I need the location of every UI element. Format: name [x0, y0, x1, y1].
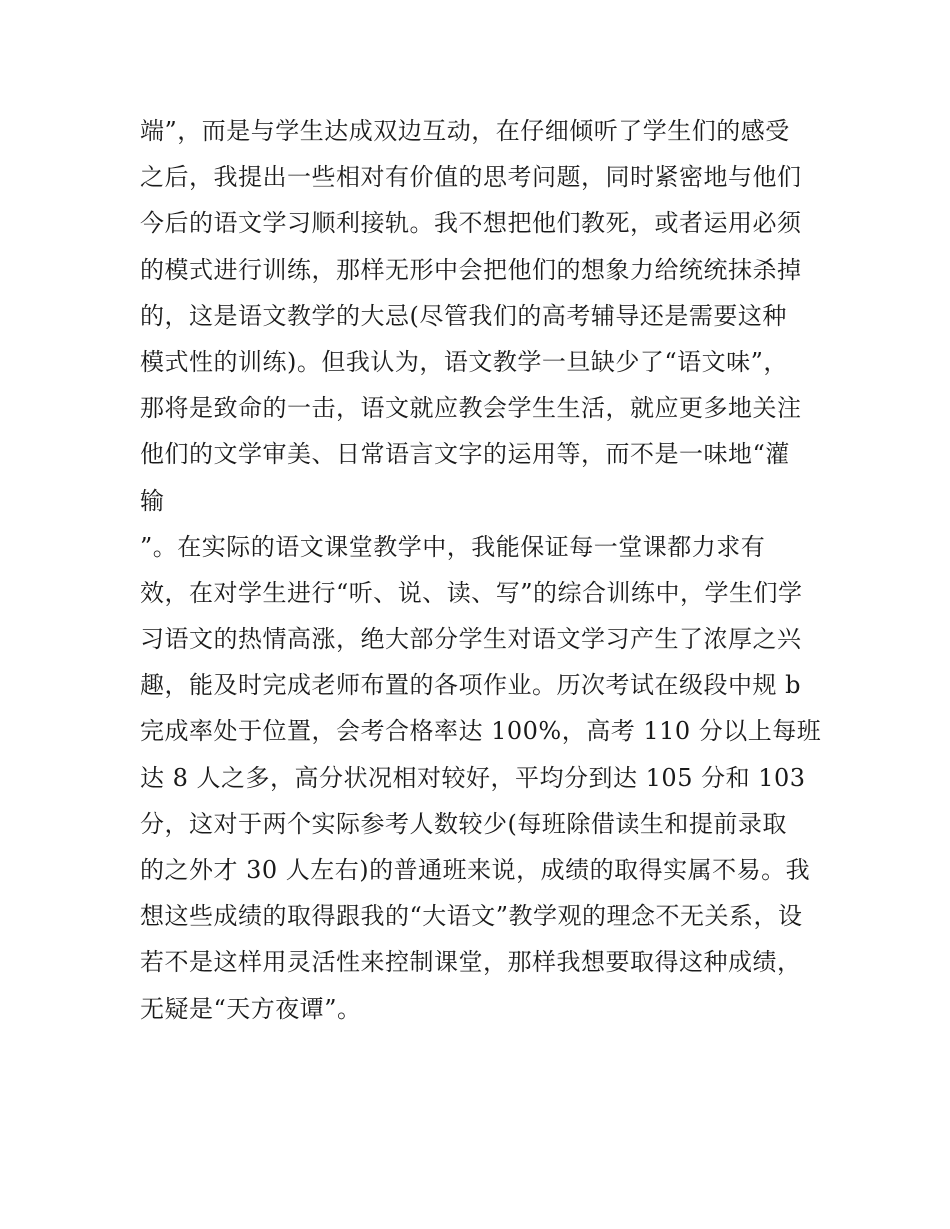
body-paragraph	[140, 108, 840, 1032]
text-line: 效，在对学生进行“听、说、读、写”的综合训练中，学生们学	[140, 578, 803, 607]
text-line: 今后的语文学习顺利接轨。我不想把他们教死，或者运用必须	[140, 209, 802, 238]
text-line: 无疑是“天方夜谭”。	[140, 994, 362, 1023]
text-line: 分，这对于两个实际参考人数较少(每班除借读生和提前录取	[140, 809, 787, 838]
text-line: 趣，能及时完成老师布置的各项作业。历次考试在级段中规 b	[140, 671, 801, 700]
text-line: 的模式进行训练，那样无形中会把他们的想象力给统统抹杀掉	[140, 255, 802, 284]
text-line: 的，这是语文教学的大忌(尽管我们的高考辅导还是需要这种	[140, 301, 787, 330]
text-line: ”。在实际的语文课堂教学中，我能保证每一堂课都力求有	[140, 532, 766, 561]
text-line: 模式性的训练)。但我认为，语文教学一旦缺少了“语文味”，	[140, 347, 788, 376]
text-line: 那将是致命的一击，语文就应教会学生生活，就应更多地关注	[140, 394, 802, 423]
text-line: 若不是这样用灵活性来控制课堂，那样我想要取得这种成绩，	[140, 948, 802, 977]
text-line: 完成率处于位置，会考合格率达 100%，高考 110 分以上每班	[140, 717, 822, 746]
text-line: 习语文的热情高涨，绝大部分学生对语文学习产生了浓厚之兴	[140, 625, 802, 654]
text-line: 的之外才 30 人左右)的普通班来说，成绩的取得实属不易。我	[140, 856, 811, 884]
text-line: 他们的文学审美、日常语言文字的运用等，而不是一味地“灌	[140, 440, 790, 469]
text-line: 之后，我提出一些相对有价值的思考问题，同时紧密地与他们	[140, 163, 802, 192]
text-line: 想这些成绩的取得跟我的“大语文”教学观的理念不无关系，设	[140, 902, 803, 931]
text-line: 达 8 人之多，高分状况相对较好，平均分到达 105 分和 103	[140, 763, 806, 792]
text-line: 输	[140, 486, 165, 515]
text-line: 端”，而是与学生达成双边互动，在仔细倾听了学生们的感受	[140, 117, 790, 145]
